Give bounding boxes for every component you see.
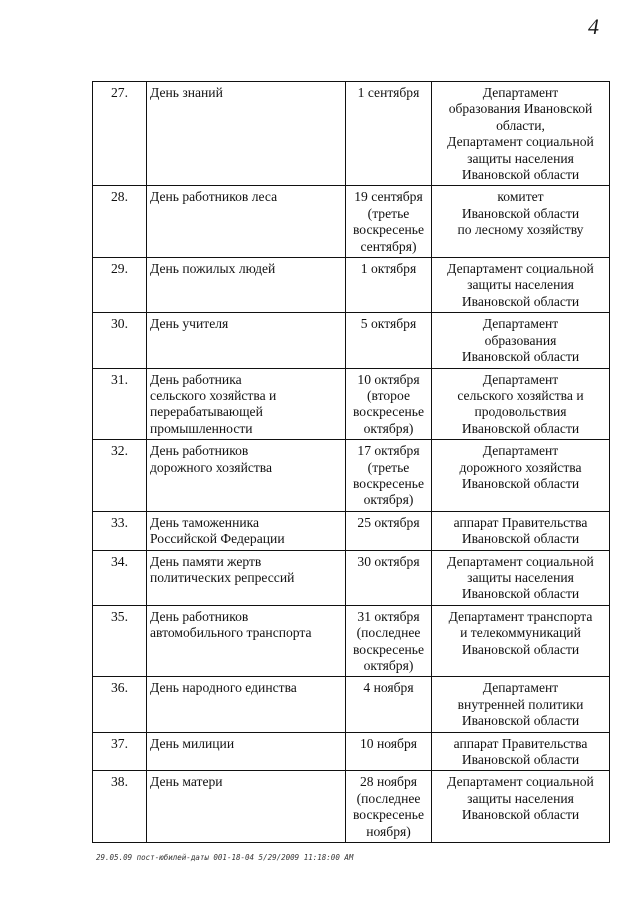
holiday-date-cell <box>346 368 432 440</box>
organizer-line: Ивановской области <box>461 531 580 547</box>
organizer-line: дорожного хозяйства <box>459 459 582 475</box>
holiday-name-cell <box>147 258 346 313</box>
row-number-cell: 37. <box>93 732 147 771</box>
page-number: 4 <box>588 14 599 39</box>
organizer-line: по лесному хозяйству <box>457 222 584 238</box>
table-row <box>93 550 610 605</box>
row-number-cell: 34. <box>93 550 147 605</box>
row-number-cell: 28. <box>93 186 147 258</box>
organizer-line: защиты населения <box>467 790 574 806</box>
organizer-line: Департамент <box>482 85 559 100</box>
holiday-date-cell <box>346 82 432 186</box>
organizer-line: Ивановской области <box>461 475 580 491</box>
holiday-name-cell <box>147 511 346 550</box>
holiday-date-line: воскресенье <box>352 641 424 657</box>
organizer-line: Департамент <box>482 443 559 459</box>
holiday-name-line: День народного единства <box>150 680 297 696</box>
holiday-date-line: 28 ноября <box>359 774 418 790</box>
table-row <box>93 258 610 313</box>
holiday-date-line: воскресенье <box>352 807 424 823</box>
holiday-date-line: 1 октября <box>360 261 417 277</box>
holiday-date-line: (последнее <box>356 790 421 806</box>
holiday-date-line: 4 ноября <box>363 680 414 696</box>
holiday-date-line: октября) <box>363 658 414 673</box>
holiday-date-line: 31 октября <box>357 608 420 624</box>
organizer-cell <box>432 771 610 843</box>
organizer-line: комитет <box>497 189 544 205</box>
table-row <box>93 511 610 550</box>
organizer-cell <box>432 511 610 550</box>
holiday-name-cell <box>147 186 346 258</box>
holidays-table <box>92 81 610 843</box>
holiday-date-cell <box>346 511 432 550</box>
holiday-date-line: 5 октября <box>360 316 417 332</box>
holiday-name-line: День матери <box>150 774 223 790</box>
holiday-date-cell <box>346 440 432 512</box>
holiday-date-line: 19 сентября <box>354 189 423 205</box>
organizer-line: образования <box>484 332 557 348</box>
organizer-line: Департамент <box>482 680 559 696</box>
row-number-cell: 31. <box>93 368 147 440</box>
row-number-cell: 35. <box>93 605 147 677</box>
organizer-line: сельского хозяйства и <box>457 387 584 403</box>
holiday-date-line: сентября) <box>360 238 417 254</box>
holiday-date-line: октября) <box>363 420 414 436</box>
row-number-cell: 27. <box>93 82 147 186</box>
organizer-cell <box>432 368 610 440</box>
table-row <box>93 368 610 440</box>
table-row <box>93 732 610 771</box>
holiday-name-cell <box>147 440 346 512</box>
organizer-line: Ивановской области <box>461 293 580 309</box>
table-row <box>93 605 610 677</box>
holiday-date-cell <box>346 732 432 771</box>
row-number-cell: 33. <box>93 511 147 550</box>
holiday-date-line: (третье <box>367 205 410 221</box>
organizer-line: внутренней политики <box>457 696 584 712</box>
holiday-date-line: 25 октября <box>357 514 420 530</box>
table-row <box>93 82 610 186</box>
holiday-name-cell <box>147 677 346 732</box>
organizer-line: защиты населения <box>467 150 574 166</box>
organizer-line: Ивановской области <box>461 586 580 602</box>
organizer-line: Ивановской области <box>461 349 580 365</box>
holiday-name-line: сельского хозяйства и <box>150 387 277 403</box>
holiday-name-cell <box>147 82 346 186</box>
organizer-line: Ивановской области <box>461 713 580 729</box>
holiday-name-cell <box>147 771 346 843</box>
holiday-date-line: воскресенье <box>352 475 424 491</box>
table-row <box>93 440 610 512</box>
holiday-date-cell <box>346 550 432 605</box>
holiday-name-line: дорожного хозяйства <box>150 459 273 475</box>
holiday-date-line: (второе <box>367 387 410 403</box>
holiday-date-line: октября) <box>363 492 414 508</box>
row-number-cell: 32. <box>93 440 147 512</box>
holiday-name-cell <box>147 313 346 368</box>
holiday-date-line: 10 ноября <box>359 735 418 751</box>
organizer-cell <box>432 605 610 677</box>
holiday-date-cell <box>346 186 432 258</box>
table-row <box>93 677 610 732</box>
holiday-date-line: 1 сентября <box>357 85 420 100</box>
organizer-cell <box>432 440 610 512</box>
organizer-cell <box>432 550 610 605</box>
organizer-line: продовольствия <box>474 404 567 420</box>
holiday-date-line: (третье <box>367 459 410 475</box>
holiday-name-line: перерабатывающей <box>150 404 263 420</box>
holiday-name-line: День милиции <box>150 735 235 751</box>
organizer-line: Ивановской области <box>461 641 580 657</box>
holiday-name-line: Российской Федерации <box>150 531 285 547</box>
row-number-cell: 29. <box>93 258 147 313</box>
holiday-date-line: воскресенье <box>352 222 424 238</box>
organizer-line: Департамент <box>482 371 559 387</box>
holiday-name-line: День работников леса <box>150 189 278 205</box>
organizer-cell <box>432 313 610 368</box>
holiday-date-line: воскресенье <box>352 404 424 420</box>
organizer-line: Ивановской области <box>461 167 580 183</box>
organizer-line: Департамент социальной <box>447 553 594 569</box>
organizer-line: области, <box>496 117 545 133</box>
organizer-line: Ивановской области <box>461 205 580 221</box>
organizer-line: Департамент социальной <box>447 134 594 150</box>
holiday-name-line: День работников <box>150 443 249 459</box>
holiday-date-line: ноября) <box>366 823 411 839</box>
organizer-line: Ивановской области <box>461 807 580 823</box>
table-row <box>93 313 610 368</box>
holiday-name-line: политических репрессий <box>150 569 295 585</box>
row-number-cell: 30. <box>93 313 147 368</box>
holiday-name-line: День таможенника <box>150 514 260 530</box>
organizer-cell <box>432 186 610 258</box>
holiday-date-line: 17 октября <box>357 443 420 459</box>
row-number-cell: 36. <box>93 677 147 732</box>
organizer-line: Департамент <box>482 316 559 332</box>
holiday-date-cell <box>346 677 432 732</box>
organizer-line: защиты населения <box>467 277 574 293</box>
organizer-cell <box>432 258 610 313</box>
table-row <box>93 186 610 258</box>
row-number-cell: 38. <box>93 771 147 843</box>
holiday-date-line: (последнее <box>356 625 421 641</box>
organizer-line: Ивановской области <box>461 420 580 436</box>
holiday-date-line: 10 октября <box>357 371 420 387</box>
organizer-line: Ивановской области <box>461 752 580 768</box>
holiday-date-cell <box>346 313 432 368</box>
organizer-line: аппарат Правительства <box>453 514 588 530</box>
organizer-line: Департамент транспорта <box>448 608 593 624</box>
holiday-name-cell <box>147 732 346 771</box>
holiday-name-cell <box>147 605 346 677</box>
organizer-cell <box>432 732 610 771</box>
holiday-name-line: День памяти жертв <box>150 553 262 569</box>
organizer-line: Департамент социальной <box>447 774 594 790</box>
holiday-name-cell <box>147 550 346 605</box>
table-row <box>93 771 610 843</box>
table-body <box>93 82 610 843</box>
footer-file-info: 29.05.09 пост-юбилей-даты 001-18-04 5/29/2009 11:18:00 AM <box>96 853 354 862</box>
holiday-name-line: промышленности <box>150 420 253 436</box>
holiday-name-line: День знаний <box>150 85 223 100</box>
holiday-name-line: День работников <box>150 608 249 624</box>
holiday-name-line: День пожилых людей <box>150 261 276 277</box>
holiday-name-line: День учителя <box>150 316 229 332</box>
organizer-line: образования Ивановской <box>448 101 593 117</box>
holiday-date-cell <box>346 258 432 313</box>
organizer-line: защиты населения <box>467 569 574 585</box>
holiday-date-line: 30 октября <box>357 553 420 569</box>
organizer-cell <box>432 677 610 732</box>
organizer-line: и телекоммуникаций <box>460 625 581 641</box>
holiday-name-line: День работника <box>150 371 242 387</box>
organizer-line: Департамент социальной <box>447 261 594 277</box>
organizer-line: аппарат Правительства <box>453 735 588 751</box>
holiday-date-cell <box>346 605 432 677</box>
holiday-date-cell <box>346 771 432 843</box>
holiday-name-line: автомобильного транспорта <box>150 625 312 641</box>
holiday-name-cell <box>147 368 346 440</box>
organizer-cell <box>432 82 610 186</box>
